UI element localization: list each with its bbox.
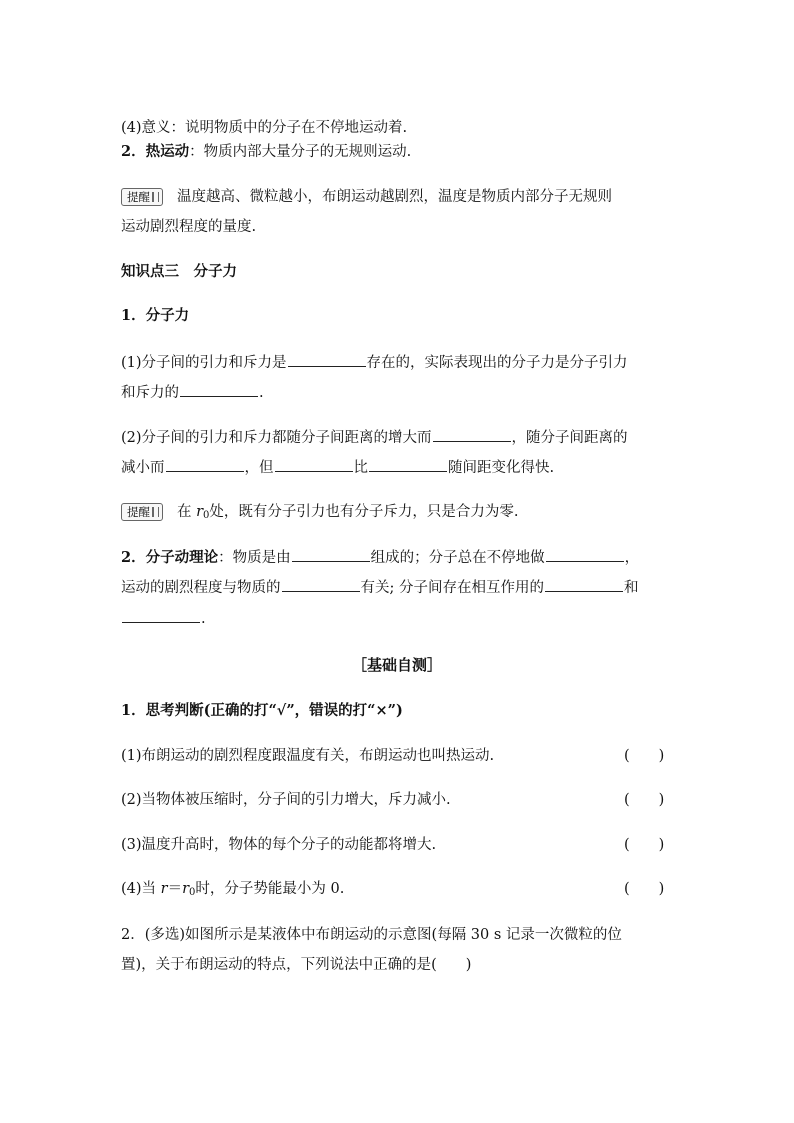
q1-item2: (2)当物体被压缩时，分子间的引力增大，斥力减小. — [121, 792, 451, 808]
q2-line2: 置)，关于布朗运动的特点，下列说法中正确的是( ) — [121, 957, 472, 973]
text-segment: (2)分子间的引力和斥力都随分子间距离的增大而 — [121, 430, 432, 446]
math-variable: r — [196, 504, 204, 520]
force-p2-line1 — [121, 427, 628, 448]
text-segment: 比 — [353, 460, 368, 476]
fill-blank — [292, 547, 370, 562]
text-segment: 和斥力的 — [121, 385, 179, 401]
text-segment: ，但 — [244, 460, 274, 476]
meaning-line: (4)意义：说明物质中的分子在不停地运动着. — [121, 120, 408, 136]
text-segment: 减小而 — [121, 460, 165, 476]
text-segment: . — [201, 611, 206, 627]
fill-blank — [282, 577, 360, 592]
fill-blank — [433, 427, 511, 442]
thermal-motion-text: ：物质内部大量分子的无规则运动. — [189, 144, 412, 160]
theory-line1 — [121, 547, 639, 568]
math-equals: ＝ — [167, 881, 183, 897]
text-segment: 存在的，实际表现出的分子力是分子引力 — [366, 355, 628, 371]
fill-blank — [275, 457, 353, 472]
hint2-line — [121, 502, 519, 526]
text-segment: 时，分子势能最小为 0. — [195, 881, 345, 897]
text-segment: 在 — [177, 504, 197, 520]
fill-blank — [545, 577, 623, 592]
hint1-text1: 温度越高、微粒越小，布朗运动越剧烈，温度是物质内部分子无规则 — [177, 189, 612, 205]
text-segment: (4)当 — [121, 881, 161, 897]
fill-blank — [288, 352, 366, 367]
text-segment: 运动的剧烈程度与物质的 — [121, 580, 281, 596]
text-segment: ，随分子间距离的 — [511, 430, 628, 446]
q1-title: 1．思考判断(正确的打“√”，错误的打“×”) — [121, 702, 403, 719]
theory-label: 2．分子动理论 — [121, 549, 219, 566]
theory-line2 — [121, 577, 639, 598]
text-segment: . — [259, 385, 264, 401]
text-segment: 和 — [624, 580, 639, 596]
fill-blank — [369, 457, 447, 472]
text-segment: 处，既有分子引力也有分子斥力，只是合力为零. — [209, 504, 519, 520]
math-subscript: 0 — [189, 887, 196, 898]
fill-blank — [546, 547, 624, 562]
section-title: ［基础自测］ — [351, 656, 442, 674]
force-p1-line1 — [121, 352, 628, 373]
text-segment: ：物质是由 — [218, 550, 291, 566]
hint-badge: 提醒 — [121, 188, 163, 206]
answer-paren: ( ) — [624, 792, 665, 808]
answer-paren: ( ) — [624, 837, 665, 853]
hint1-line1 — [121, 187, 612, 207]
force-p2-line2 — [121, 457, 554, 478]
q1-item3: (3)温度升高时，物体的每个分子的动能都将增大. — [121, 837, 437, 853]
answer-paren: ( ) — [624, 748, 665, 764]
q2-line1: 2．(多选)如图所示是某液体中布朗运动的示意图(每隔 30 s 记录一次微粒的位 — [121, 927, 622, 943]
fill-blank — [166, 457, 244, 472]
fill-blank — [122, 608, 200, 623]
text-segment: 有关; 分子间存在相互作用的 — [360, 580, 544, 596]
text-segment: 随间距变化得快. — [448, 460, 555, 476]
math-subscript: 0 — [203, 510, 210, 521]
math-variable: r — [160, 881, 168, 897]
math-variable: r — [182, 881, 190, 897]
thermal-motion-line — [121, 142, 411, 162]
answer-paren: ( ) — [624, 881, 665, 897]
force-p1-line2 — [121, 382, 264, 403]
q1-item4 — [121, 879, 344, 903]
hint1-line2: 运动剧烈程度的量度. — [121, 219, 257, 235]
thermal-motion-label: 2．热运动 — [121, 143, 190, 160]
fill-blank — [180, 382, 258, 397]
knowledge3-sub1: 1．分子力 — [121, 307, 190, 324]
theory-line3 — [121, 608, 206, 629]
text-segment: ， — [624, 550, 640, 566]
knowledge3-title: 知识点三 分子力 — [121, 263, 237, 280]
text-segment: (1)分子间的引力和斥力是 — [121, 355, 287, 371]
text-segment: 组成的；分子总在不停地做 — [370, 550, 545, 566]
hint-badge: 提醒 — [121, 503, 163, 521]
q1-item1: (1)布朗运动的剧烈程度跟温度有关，布朗运动也叫热运动. — [121, 748, 495, 764]
